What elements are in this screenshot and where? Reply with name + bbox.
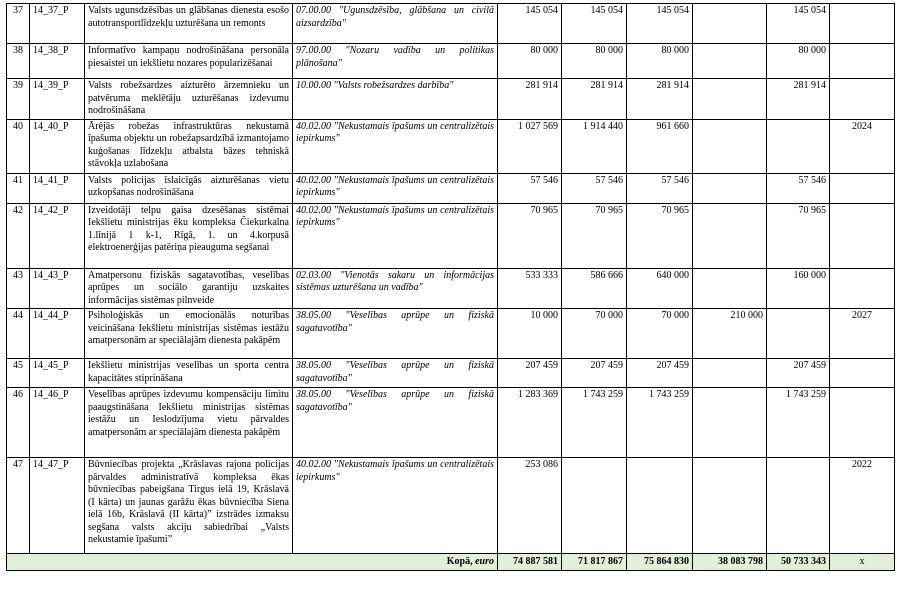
table-row xyxy=(7,173,895,203)
row-value xyxy=(562,458,627,554)
row-code: 14_45_P xyxy=(30,359,85,388)
row-value: 160 000 xyxy=(767,268,830,309)
row-value: 145 054 xyxy=(627,4,693,44)
total-value: 71 817 867 xyxy=(562,554,627,571)
total-year-cell: x xyxy=(830,554,895,571)
row-description: Valsts policijas īslaicīgās aizturēšanas vietu uzkopšanas nodrošināšana xyxy=(85,173,293,203)
row-code: 14_44_P xyxy=(30,309,85,359)
row-value: 70 000 xyxy=(627,309,693,359)
row-value: 207 459 xyxy=(627,359,693,388)
row-year xyxy=(830,203,895,268)
row-value: 281 914 xyxy=(627,79,693,120)
row-value xyxy=(693,173,767,203)
row-value: 80 000 xyxy=(498,44,562,79)
row-program: 40.02.00 "Nekustamais īpašums un centralizētais iepirkums" xyxy=(293,203,498,268)
row-description: Valsts ugunsdzēsības un glābšanas dienesta esošo autotransportlīdzekļu uzturēšana un remonts xyxy=(85,4,293,44)
row-program: 07.00.00 "Ugunsdzēsība, glābšana un civilā aizsardzība" xyxy=(293,4,498,44)
row-value: 1 743 259 xyxy=(627,388,693,458)
row-number: 41 xyxy=(7,173,30,203)
row-value: 533 333 xyxy=(498,268,562,309)
table-row xyxy=(7,309,895,359)
row-code: 14_47_P xyxy=(30,458,85,554)
row-value: 253 086 xyxy=(498,458,562,554)
row-description: Iekšlietu ministrijas veselības un sporta centra kapacitātes stiprināšana xyxy=(85,359,293,388)
row-number: 40 xyxy=(7,119,30,173)
row-number: 39 xyxy=(7,79,30,120)
row-value xyxy=(767,119,830,173)
total-value: 74 887 581 xyxy=(498,554,562,571)
row-program: 40.02.00 "Nekustamais īpašums un centralizētais iepirkums" xyxy=(293,173,498,203)
row-value: 586 666 xyxy=(562,268,627,309)
row-number: 43 xyxy=(7,268,30,309)
row-code: 14_38_P xyxy=(30,44,85,79)
row-value xyxy=(693,388,767,458)
row-value: 281 914 xyxy=(498,79,562,120)
row-value: 70 965 xyxy=(627,203,693,268)
row-description: Ārējās robežas infrastruktūras nekustamā īpašuma objektu un robežapsardzībā izmantojamo kuģošanas līdzekļu atbalsta bāzes tehniskā stāvokļa uzlabošana xyxy=(85,119,293,173)
table-row xyxy=(7,203,895,268)
total-label: Kopā, euro xyxy=(7,554,498,571)
row-value xyxy=(693,268,767,309)
row-value xyxy=(693,4,767,44)
row-number: 37 xyxy=(7,4,30,44)
row-value: 1 914 440 xyxy=(562,119,627,173)
table-row xyxy=(7,44,895,79)
row-value: 80 000 xyxy=(627,44,693,79)
row-value xyxy=(693,79,767,120)
row-value: 57 546 xyxy=(767,173,830,203)
row-value xyxy=(693,44,767,79)
row-value: 1 283 369 xyxy=(498,388,562,458)
row-number: 44 xyxy=(7,309,30,359)
row-value xyxy=(767,458,830,554)
budget-table xyxy=(6,3,895,571)
row-program: 10.00.00 "Valsts robežsardzes darbība" xyxy=(293,79,498,120)
row-number: 42 xyxy=(7,203,30,268)
row-value: 961 660 xyxy=(627,119,693,173)
row-program: 97.00.00 "Nozaru vadība un politikas plānošana" xyxy=(293,44,498,79)
row-value: 70 000 xyxy=(562,309,627,359)
row-program: 40.02.00 "Nekustamais īpašums un centralizētais iepirkums" xyxy=(293,119,498,173)
row-number: 46 xyxy=(7,388,30,458)
row-value: 640 000 xyxy=(627,268,693,309)
row-number: 47 xyxy=(7,458,30,554)
table-row xyxy=(7,388,895,458)
row-year: 2027 xyxy=(830,309,895,359)
row-program: 38.05.00 "Veselības aprūpe un fiziskā sagatavotība" xyxy=(293,359,498,388)
total-value: 50 733 343 xyxy=(767,554,830,571)
row-description: Amatpersonu fiziskās sagatavotības, veselības aprūpes un sociālo garantiju uzskaites informācijas sistēmas pilnveide xyxy=(85,268,293,309)
row-value: 80 000 xyxy=(562,44,627,79)
row-value: 70 965 xyxy=(767,203,830,268)
row-value: 10 000 xyxy=(498,309,562,359)
row-code: 14_40_P xyxy=(30,119,85,173)
row-value: 1 027 569 xyxy=(498,119,562,173)
row-value xyxy=(627,458,693,554)
row-description: Veselības aprūpes izdevumu kompensāciju limitu paaugstināšana Iekšlietu ministrijas sistēmas iestāžu un Ieslodzījuma vietu pārvaldes amatpersonām ar speciālajām dienesta pakāpēm xyxy=(85,388,293,458)
row-value: 80 000 xyxy=(767,44,830,79)
row-program: 38.05.00 "Veselības aprūpe un fiziskā sagatavotība" xyxy=(293,388,498,458)
row-code: 14_39_P xyxy=(30,79,85,120)
table-body xyxy=(7,4,895,554)
row-code: 14_41_P xyxy=(30,173,85,203)
row-code: 14_46_P xyxy=(30,388,85,458)
row-value xyxy=(693,203,767,268)
row-value xyxy=(693,359,767,388)
table-row xyxy=(7,119,895,173)
row-value xyxy=(767,309,830,359)
row-description: Psiholoģiskās un emocionālās noturības veicināšana Iekšlietu ministrijas sistēmas iestāžu amatpersonām ar speciālajām dienesta pakāpēm xyxy=(85,309,293,359)
row-value: 207 459 xyxy=(562,359,627,388)
row-value: 57 546 xyxy=(498,173,562,203)
row-year xyxy=(830,173,895,203)
row-year xyxy=(830,388,895,458)
row-value: 145 054 xyxy=(562,4,627,44)
row-year xyxy=(830,268,895,309)
total-value: 38 083 798 xyxy=(693,554,767,571)
row-number: 38 xyxy=(7,44,30,79)
row-value: 207 459 xyxy=(498,359,562,388)
row-value xyxy=(693,119,767,173)
row-value: 1 743 259 xyxy=(562,388,627,458)
row-value: 57 546 xyxy=(562,173,627,203)
row-year xyxy=(830,4,895,44)
row-year xyxy=(830,359,895,388)
row-year: 2022 xyxy=(830,458,895,554)
total-value: 75 864 830 xyxy=(627,554,693,571)
row-year xyxy=(830,79,895,120)
total-row xyxy=(7,554,895,571)
row-code: 14_37_P xyxy=(30,4,85,44)
row-value: 1 743 259 xyxy=(767,388,830,458)
table-row xyxy=(7,359,895,388)
table-row xyxy=(7,268,895,309)
table-row xyxy=(7,458,895,554)
row-code: 14_42_P xyxy=(30,203,85,268)
row-program: 02.03.00 "Vienotās sakaru un informācijas sistēmas uzturēšana un vadība" xyxy=(293,268,498,309)
row-program: 40.02.00 "Nekustamais īpašums un centralizētais iepirkums" xyxy=(293,458,498,554)
row-value: 281 914 xyxy=(767,79,830,120)
row-code: 14_43_P xyxy=(30,268,85,309)
row-value xyxy=(693,458,767,554)
row-value: 210 000 xyxy=(693,309,767,359)
row-value: 70 965 xyxy=(562,203,627,268)
row-value: 145 054 xyxy=(767,4,830,44)
row-description: Būvniecības projekta „Krāslavas rajona policijas pārvaldes administratīvā kompleksa ēkas būvniecības pabeigšana Tirgus ielā 19, Krāslavā (I kārta) un jaunas garāžu ēkas būvniecība Siena ielā 16b, Krāslavā (II kārta)” izstrādes izmaksu segšana valsts akciju sabiedrībai „Valsts nekustamie īpašumi” xyxy=(85,458,293,554)
row-program: 38.05.00 "Veselības aprūpe un fiziskā sagatavotība" xyxy=(293,309,498,359)
row-value: 70 965 xyxy=(498,203,562,268)
row-description: Izveidotāji telpu gaisa dzesēšanas sistēmai Iekšlietu ministrijas ēku kompleksa Čiekurkalna 1.līnijā 1 k-1, Rīgā, 1. un 4.korpusā elektroenerģijas patēriņa pieauguma segšanai xyxy=(85,203,293,268)
row-description: Valsts robežsardzes aizturēto ārzemnieku un patvēruma meklētāju uzturēšanas izdevumu nodrošināšana xyxy=(85,79,293,120)
row-year: 2024 xyxy=(830,119,895,173)
table-row xyxy=(7,79,895,120)
row-year xyxy=(830,44,895,79)
row-description: Informatīvo kampaņu nodrošināšana personāla piesaistei un iekšlietu nozares popularizēšanai xyxy=(85,44,293,79)
row-value: 281 914 xyxy=(562,79,627,120)
row-value: 207 459 xyxy=(767,359,830,388)
row-value: 57 546 xyxy=(627,173,693,203)
row-value: 145 054 xyxy=(498,4,562,44)
table-row xyxy=(7,4,895,44)
row-number: 45 xyxy=(7,359,30,388)
